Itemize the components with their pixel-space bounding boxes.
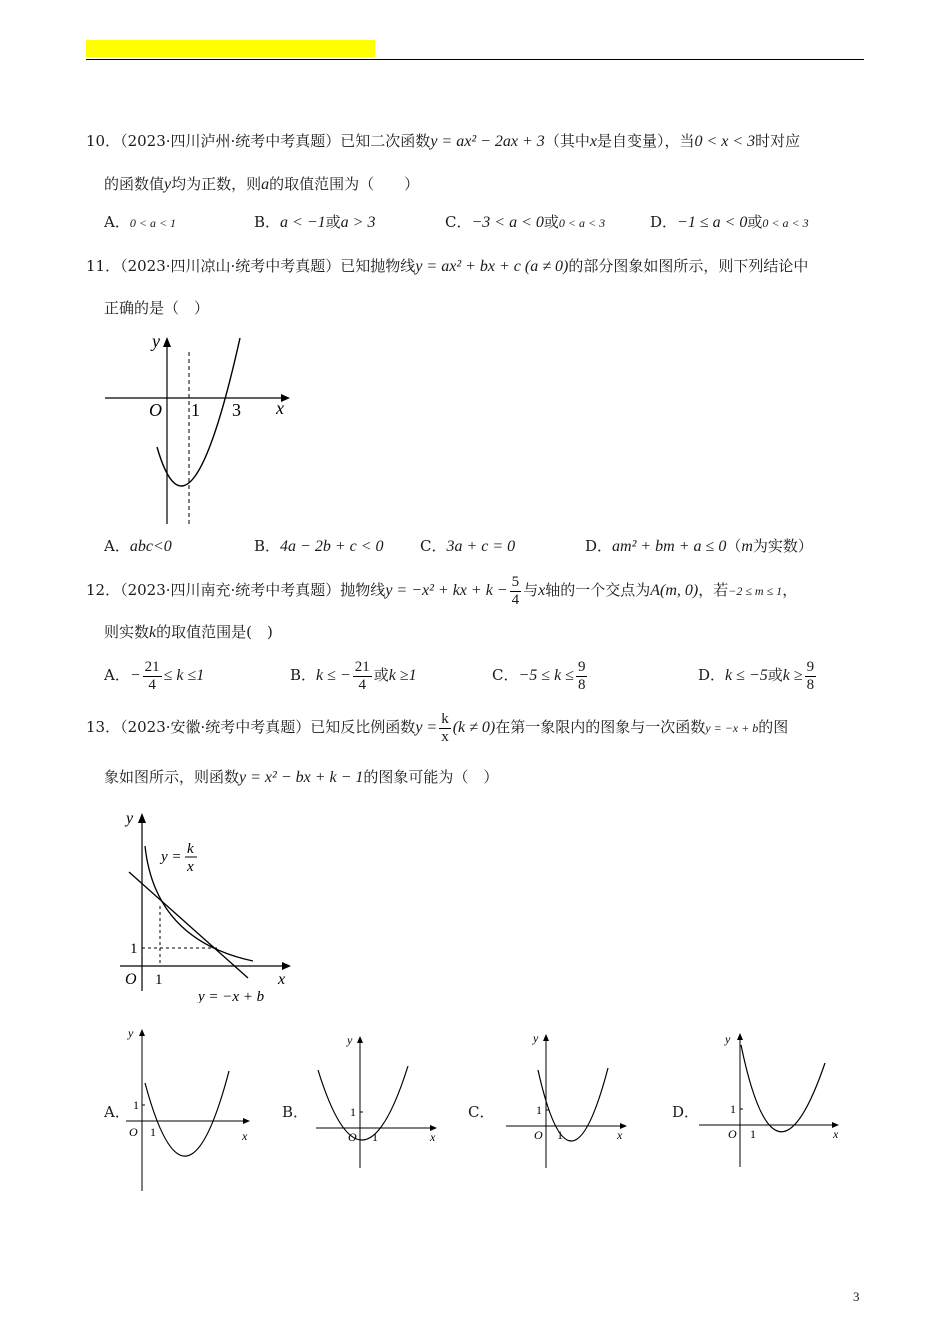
option-value: k ≥1: [388, 667, 417, 684]
y-axis-arrow-icon: [357, 1036, 363, 1043]
denominator: x: [441, 728, 449, 745]
tick-y-1: 1: [730, 1102, 736, 1116]
denominator: 4: [358, 676, 366, 693]
option-label: A．: [104, 537, 130, 555]
q12-option-c[interactable]: [492, 655, 589, 696]
x-label: x: [278, 971, 286, 988]
q11-stem: 11．（2023·四川凉山·统考中考真题）已知抛物线: [86, 257, 416, 275]
yellow-highlight-bar: [86, 40, 375, 57]
q11-option-a[interactable]: [104, 535, 172, 558]
y-axis-arrow-icon: [737, 1033, 743, 1040]
origin-label: O: [125, 971, 137, 988]
q13-option-c-graph[interactable]: [500, 1028, 635, 1170]
q13-function: y =: [415, 719, 438, 736]
q13-function2: y = x² − bx + k − 1: [239, 769, 364, 786]
q10-line2: [104, 173, 419, 196]
q10-option-a[interactable]: [104, 211, 176, 234]
q12-function: y = −x² + kx + k −: [385, 582, 508, 599]
denominator: 4: [148, 676, 156, 693]
option-value: 4a − 2b + c < 0: [280, 538, 384, 555]
tick-x-1: 1: [557, 1128, 563, 1142]
q12-text: 的取值范围是( ): [156, 623, 273, 641]
q12-text: ，: [782, 581, 798, 599]
q13-text: 的图: [758, 718, 789, 736]
option-value: 0 < a < 1: [129, 216, 177, 230]
option-or: 或: [325, 213, 341, 231]
q13-function: (k ≠ 0): [452, 719, 496, 736]
tick-x-1: 1: [150, 1125, 156, 1139]
q11-option-c[interactable]: [420, 535, 515, 558]
x-axis-arrow-icon: [282, 962, 291, 970]
tick-label-3: 3: [232, 400, 241, 420]
option-value: k ≤ −: [316, 667, 351, 684]
q10-option-c[interactable]: [445, 211, 605, 234]
q11-line2: 正确的是（ ）: [104, 299, 210, 317]
q13-option-a-graph[interactable]: [120, 1023, 260, 1195]
denominator: 8: [806, 676, 815, 693]
option-or: 或: [543, 213, 559, 231]
q10-line1: [86, 130, 800, 153]
numerator: 21: [144, 658, 160, 675]
q13-option-c-label[interactable]: C．: [468, 1103, 495, 1121]
header-rule: [86, 59, 864, 60]
option-value: k ≥: [782, 667, 803, 684]
q13-option-b-label[interactable]: B．: [282, 1103, 309, 1121]
option-value: −3 < a < 0: [471, 214, 544, 231]
q12-line2: [104, 621, 273, 644]
q12-option-d[interactable]: [698, 655, 818, 696]
option-label: C．: [445, 213, 472, 231]
q12-var-k: k: [149, 624, 157, 641]
q11-option-d[interactable]: [585, 535, 813, 558]
q10-condition: 0 < x < 3: [694, 133, 756, 150]
tick-label-1: 1: [191, 400, 200, 420]
option-note: （: [726, 537, 742, 555]
numerator: 21: [354, 658, 370, 675]
option-value: a > 3: [340, 214, 376, 231]
q10-option-d[interactable]: [650, 211, 809, 234]
q10-stem-source: 10．（2023·四川泸州·统考中考真题）已知二次函数: [86, 132, 431, 150]
q12-condition: −2 ≤ m ≤ 1: [728, 584, 783, 598]
option-or: 或: [373, 666, 389, 684]
q11-text: 的部分图象如图所示，则下列结论中: [568, 257, 809, 275]
q13-option-d-label[interactable]: D．: [672, 1103, 700, 1121]
option-note-var: m: [741, 538, 753, 555]
tick-y-1: 1: [133, 1098, 139, 1112]
option-label: D．: [585, 537, 613, 555]
q12-text: 轴的一个交点为: [545, 581, 651, 599]
q13-fraction: [439, 711, 451, 746]
numerator: 5: [511, 573, 520, 590]
q12-var-x: x: [538, 582, 546, 599]
y-label: y: [725, 1032, 731, 1046]
option-label: B．: [290, 666, 317, 684]
q13-stem: 13．（2023·安徽·统考中考真题）已知反比例函数: [86, 718, 416, 736]
numerator: 9: [577, 658, 586, 675]
q13-line2: [104, 766, 498, 789]
option-value: a < −1: [280, 214, 326, 231]
q13-option-d-graph[interactable]: [695, 1027, 845, 1170]
option-note: 为实数）: [752, 537, 813, 555]
parabola-curve: [318, 1066, 408, 1140]
y-label: y: [533, 1031, 539, 1045]
option-value: abc<0: [129, 538, 172, 555]
page-number: 3: [853, 1289, 860, 1304]
q12-text: 则实数: [104, 623, 150, 641]
q11-option-b[interactable]: [254, 535, 384, 558]
q13-option-b-graph[interactable]: [310, 1030, 445, 1170]
x-axis-arrow-icon: [243, 1118, 250, 1124]
parabola-curve: [538, 1068, 608, 1141]
option-value: −1 ≤ a < 0: [677, 214, 748, 231]
option-value: k ≤ −5: [725, 667, 768, 684]
y-axis-arrow-icon: [139, 1029, 145, 1036]
numerator: 9: [806, 658, 815, 675]
x-label: x: [276, 398, 284, 418]
y-axis-arrow-icon: [138, 813, 146, 823]
q10-text: （其中: [544, 132, 590, 150]
parabola-curve: [145, 1071, 229, 1156]
denominator: 8: [577, 676, 586, 693]
tick-y-1: 1: [130, 941, 138, 957]
option-value: ≤ k ≤1: [163, 667, 205, 684]
tick-x-1: 1: [750, 1127, 756, 1141]
q10-var-y: y: [164, 176, 172, 193]
q10-option-b[interactable]: [254, 211, 375, 234]
tick-x-1: 1: [372, 1130, 378, 1144]
q13-linear: y = −x + b: [705, 721, 759, 735]
option-value: 3a + c = 0: [446, 538, 516, 555]
option-value: 0 < a < 3: [762, 216, 809, 230]
q12-text: 与: [523, 581, 539, 599]
q13-hyperbola-line-graph: [115, 808, 305, 1003]
numerator: k: [441, 710, 449, 727]
q10-text: 均为正数，则: [171, 175, 262, 193]
q13-text: 象如图所示，则函数: [104, 768, 240, 786]
denominator: 4: [511, 591, 520, 608]
option-or: 或: [747, 213, 763, 231]
origin-label: O: [129, 1125, 138, 1139]
y-label: y: [347, 1033, 353, 1047]
y-label: y: [126, 810, 134, 827]
q12-fraction: [510, 574, 522, 609]
tick-y-1: 1: [350, 1105, 356, 1119]
option-label: A．: [104, 213, 130, 231]
option-label: C．: [420, 537, 447, 555]
q12-option-b[interactable]: [290, 655, 417, 696]
y-axis-arrow-icon: [163, 337, 171, 347]
q12-text: ，若: [698, 581, 729, 599]
y-axis-arrow-icon: [543, 1034, 549, 1041]
x-label: x: [430, 1130, 436, 1144]
option-fraction: [353, 659, 372, 694]
line-label: y = −x + b: [198, 989, 265, 1003]
curve-label: y =: [161, 849, 182, 865]
x-label: x: [242, 1129, 248, 1143]
option-label: B．: [254, 537, 281, 555]
q10-function: y = ax² − 2ax + 3: [430, 133, 545, 150]
q12-point: A(m, 0): [650, 582, 699, 599]
option-value: 0 < a < 3: [558, 216, 606, 230]
option-value: −: [129, 667, 141, 684]
curve-label-denominator: x: [187, 859, 194, 875]
option-label: C．: [492, 666, 519, 684]
origin-label: O: [348, 1130, 357, 1144]
tick-y-1: 1: [536, 1103, 542, 1117]
option-value: am² + bm + a ≤ 0: [612, 538, 727, 555]
q10-var-x: x: [589, 133, 597, 150]
q10-text: 时对应: [755, 132, 801, 150]
option-value: −5 ≤ k ≤: [518, 667, 574, 684]
origin-label: O: [728, 1127, 737, 1141]
option-fraction: [143, 659, 162, 694]
linear-function-line: [129, 872, 248, 978]
curve-label-numerator: k: [187, 841, 194, 857]
q11-function: y = ax² + bx + c (a ≠ 0): [415, 258, 569, 275]
option-label: A．: [104, 666, 130, 684]
option-or: 或: [767, 666, 783, 684]
origin-label: O: [534, 1128, 543, 1142]
q12-stem: 12．（2023·四川南充·统考中考真题）抛物线: [86, 581, 386, 599]
q12-line1: [86, 573, 797, 609]
q12-option-a[interactable]: [104, 655, 204, 696]
q10-text: 的取值范围为（ ）: [269, 175, 420, 193]
origin-label: O: [149, 400, 162, 420]
option-fraction: [576, 659, 588, 694]
q11-parabola-graph: [100, 330, 300, 530]
q10-text: 的函数值: [104, 175, 165, 193]
option-fraction: [805, 659, 817, 694]
y-label: y: [152, 331, 160, 351]
option-label: D．: [698, 666, 726, 684]
x-label: x: [617, 1128, 623, 1142]
y-label: y: [128, 1026, 134, 1040]
option-label: B．: [254, 213, 281, 231]
x-label: x: [833, 1127, 839, 1141]
q13-text: 在第一象限内的图象与一次函数: [495, 718, 706, 736]
q10-var-a: a: [261, 176, 270, 193]
q10-text: 是自变量），当: [596, 132, 695, 150]
q13-line1: [86, 710, 788, 746]
q13-text: 的图象可能为（ ）: [363, 768, 499, 786]
parabola-curve: [741, 1045, 825, 1132]
option-label: D．: [650, 213, 678, 231]
q13-option-a-label[interactable]: A．: [104, 1103, 130, 1121]
q11-line1: [86, 255, 808, 278]
tick-x-1: 1: [155, 972, 163, 988]
